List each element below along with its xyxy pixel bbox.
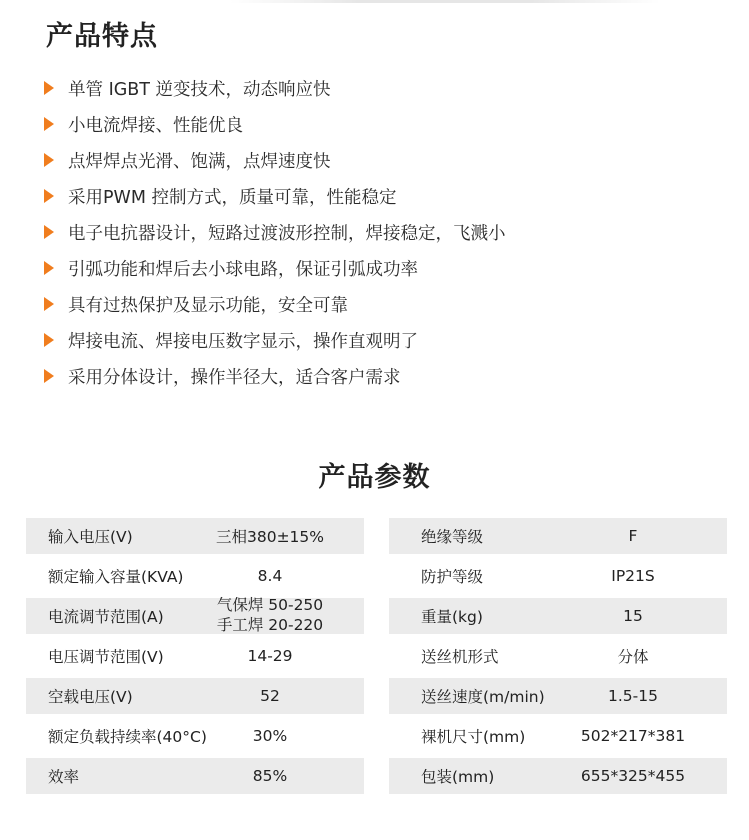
param-value: 三相380±15% xyxy=(215,528,325,546)
param-value: 655*325*455 xyxy=(580,767,686,785)
table-row xyxy=(389,558,727,594)
param-label: 效率 xyxy=(48,768,80,786)
param-value: 14-29 xyxy=(247,647,293,665)
param-label: 输入电压(V) xyxy=(48,528,133,546)
table-row xyxy=(389,518,727,554)
param-value xyxy=(176,595,364,635)
table-row xyxy=(26,718,364,754)
triangle-bullet-icon xyxy=(44,189,54,203)
param-value: 15 xyxy=(623,607,643,625)
table-row xyxy=(389,718,727,754)
param-label: 额定输入容量(KVA) xyxy=(48,568,184,586)
param-value: F xyxy=(628,527,638,545)
table-row xyxy=(26,598,364,634)
triangle-bullet-icon xyxy=(44,117,54,131)
feature-item: 焊接电流、焊接电压数字显示，操作直观明了 xyxy=(44,322,724,358)
param-label: 送丝机形式 xyxy=(421,648,499,666)
table-row xyxy=(26,558,364,594)
param-value: 8.4 xyxy=(257,567,283,585)
triangle-bullet-icon xyxy=(44,153,54,167)
param-value: 85% xyxy=(252,767,288,785)
param-label: 电流调节范围(A) xyxy=(48,608,164,626)
param-value: IP21S xyxy=(611,567,655,585)
param-label: 额定负载持续率(40°C) xyxy=(48,728,207,746)
triangle-bullet-icon xyxy=(44,333,54,347)
table-row xyxy=(26,758,364,794)
table-row xyxy=(389,758,727,794)
param-label: 绝缘等级 xyxy=(421,528,484,546)
table-row xyxy=(26,678,364,714)
feature-item: 具有过热保护及显示功能，安全可靠 xyxy=(44,286,724,322)
param-label: 电压调节范围(V) xyxy=(48,648,164,666)
feature-item: 采用PWM 控制方式，质量可靠，性能稳定 xyxy=(44,178,724,214)
param-value-line: 手工焊 20-220 xyxy=(216,616,324,634)
param-label: 送丝速度(m/min) xyxy=(421,688,545,706)
features-title: 产品特点 xyxy=(46,21,158,52)
param-label: 裸机尺寸(mm) xyxy=(421,728,526,746)
table-row xyxy=(389,678,727,714)
params-title: 产品参数 xyxy=(318,462,431,493)
table-row xyxy=(26,518,364,554)
feature-item: 采用分体设计，操作半径大，适合客户需求 xyxy=(44,358,724,394)
triangle-bullet-icon xyxy=(44,81,54,95)
param-label: 重量(kg) xyxy=(421,608,483,626)
triangle-bullet-icon xyxy=(44,261,54,275)
param-label: 防护等级 xyxy=(421,568,484,586)
feature-item: 单管 IGBT 逆变技术，动态响应快 xyxy=(44,70,724,106)
triangle-bullet-icon xyxy=(44,225,54,239)
params-table-right xyxy=(389,518,727,798)
param-value: 502*217*381 xyxy=(580,727,686,745)
param-value: 52 xyxy=(260,687,280,705)
table-row xyxy=(389,638,727,674)
param-value: 1.5-15 xyxy=(608,687,658,705)
param-value: 分体 xyxy=(617,648,649,666)
feature-item: 引弧功能和焊后去小球电路，保证引弧成功率 xyxy=(44,250,724,286)
param-value: 30% xyxy=(252,727,288,745)
triangle-bullet-icon xyxy=(44,297,54,311)
triangle-bullet-icon xyxy=(44,369,54,383)
features-list xyxy=(44,70,724,394)
param-label: 包装(mm) xyxy=(421,768,495,786)
feature-item: 电子电抗器设计，短路过渡波形控制，焊接稳定，飞溅小 xyxy=(44,214,724,250)
table-row xyxy=(389,598,727,634)
param-label: 空载电压(V) xyxy=(48,688,133,706)
feature-item: 点焊焊点光滑、饱满，点焊速度快 xyxy=(44,142,724,178)
table-row xyxy=(26,638,364,674)
top-divider xyxy=(230,0,660,3)
params-table-left xyxy=(26,518,364,798)
feature-item: 小电流焊接、性能优良 xyxy=(44,106,724,142)
param-value-line: 气保焊 50-250 xyxy=(216,596,324,614)
